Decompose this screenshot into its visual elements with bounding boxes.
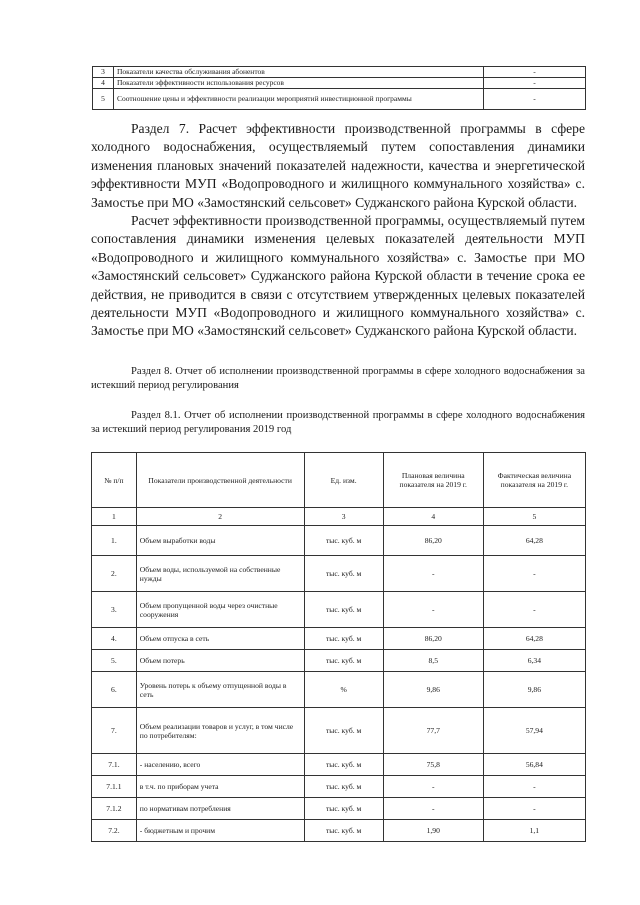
row-unit: тыс. куб. м [304,556,383,592]
row-unit: тыс. куб. м [304,754,383,776]
production-report-table [91,452,586,842]
table-row [92,672,586,708]
row-plan: - [383,592,483,628]
row-number: 5. [92,650,137,672]
header-plan: Плановая величина показателя на 2019 г. [383,453,483,508]
section-7-paragraph-2: Расчет эффективности производственной программы, осуществляемый путем сопоставления динамики изменения целевых показателей деятельности МУП «Водопроводного и жилищного коммунального хозяйства» с. Замостье при МО «Замостянский сельсовет» Суджанского района Курской области в течение срока ее действия, не приводится в связи с отсутствием утвержденных целевых показателей деятельности МУП «Водопроводного и жилищного коммунального хозяйства» с. Замостье при МО «Замостянский сельсовет» Суджанского района Курской области. [91,213,585,339]
row-indicator: - населению, всего [136,754,304,776]
table-row [92,592,586,628]
row-number: 6. [92,672,137,708]
row-fact: 6,34 [483,650,585,672]
row-unit: тыс. куб. м [304,650,383,672]
section-7 [91,120,585,341]
col-number: 4 [383,508,483,526]
row-indicator: Объем выработки воды [136,526,304,556]
section-7-paragraph-1: Раздел 7. Расчет эффективности производственной программы в сфере холодного водоснабжения, осуществляемый путем сопоставления динамики изменения плановых значений показателей надежности, качества и энергетической эффективности МУП «Водопроводного и жилищного коммунального хозяйства» с. Замостье при МО «Замостянский сельсовет» Суджанского района Курской области. [91,121,585,210]
indicators-table [92,66,586,110]
row-number: 7. [92,708,137,754]
table-row [92,798,586,820]
row-unit: тыс. куб. м [304,592,383,628]
row-unit: тыс. куб. м [304,820,383,842]
section-8-1-heading: Раздел 8.1. Отчет об исполнении производственной программы в сфере холодного водоснабжения за истекший период регулирования 2019 год [91,410,585,435]
table-header-row [92,453,586,508]
row-value: - [484,67,586,78]
table-row [92,556,586,592]
row-value: - [484,89,586,110]
table-row [92,650,586,672]
row-number: 7.1. [92,754,137,776]
row-number: 5 [93,89,114,110]
row-indicator: Объем потерь [136,650,304,672]
row-plan: 86,20 [383,526,483,556]
row-indicator: Объем пропущенной воды через очистные сооружения [136,592,304,628]
row-plan: - [383,798,483,820]
table-row [92,754,586,776]
col-number: 5 [483,508,585,526]
header-fact: Фактическая величина показателя на 2019 г. [483,453,585,508]
row-number: 4 [93,78,114,89]
row-plan: 75,8 [383,754,483,776]
row-fact: 57,94 [483,708,585,754]
row-plan: 8,5 [383,650,483,672]
row-unit: тыс. куб. м [304,798,383,820]
row-plan: - [383,556,483,592]
row-fact: 56,84 [483,754,585,776]
row-number: 7.2. [92,820,137,842]
row-unit: тыс. куб. м [304,526,383,556]
row-number: 7.1.1 [92,776,137,798]
row-value: - [484,78,586,89]
row-number: 1. [92,526,137,556]
row-fact: - [483,798,585,820]
row-fact: 64,28 [483,526,585,556]
row-fact: - [483,556,585,592]
table-row [92,628,586,650]
row-unit: тыс. куб. м [304,776,383,798]
row-indicator: по нормативам потребления [136,798,304,820]
row-indicator: Объем отпуска в сеть [136,628,304,650]
row-fact: - [483,592,585,628]
row-plan: 1,90 [383,820,483,842]
column-number-row [92,508,586,526]
header-indicator: Показатели производственной деятельности [136,453,304,508]
row-fact: - [483,776,585,798]
col-number: 2 [136,508,304,526]
row-plan: 86,20 [383,628,483,650]
section-8 [91,365,585,393]
row-name: Показатели эффективности использования ресурсов [114,78,484,89]
table-row [92,708,586,754]
section-8-heading: Раздел 8. Отчет об исполнении производственной программы в сфере холодного водоснабжения за истекший период регулирования [91,366,585,391]
row-unit: % [304,672,383,708]
row-number: 4. [92,628,137,650]
row-indicator: Объем реализации товаров и услуг, в том числе по потребителям: [136,708,304,754]
row-name: Соотношение цены и эффективности реализации мероприятий инвестиционной программы [114,89,484,110]
row-number: 3 [93,67,114,78]
table-row [93,78,586,89]
row-plan: 9,86 [383,672,483,708]
col-number: 3 [304,508,383,526]
row-fact: 64,28 [483,628,585,650]
table-row [92,820,586,842]
row-number: 3. [92,592,137,628]
header-unit: Ед. изм. [304,453,383,508]
table-row [92,526,586,556]
table-row [92,776,586,798]
row-unit: тыс. куб. м [304,628,383,650]
row-number: 7.1.2 [92,798,137,820]
row-indicator: в т.ч. по приборам учета [136,776,304,798]
row-name: Показатели качества обслуживания абонентов [114,67,484,78]
row-indicator: Объем воды, используемой на собственные нужды [136,556,304,592]
row-fact: 9,86 [483,672,585,708]
row-fact: 1,1 [483,820,585,842]
table-row [93,67,586,78]
row-unit: тыс. куб. м [304,708,383,754]
row-indicator: Уровень потерь к объему отпущенной воды в сеть [136,672,304,708]
row-indicator: - бюджетным и прочим [136,820,304,842]
section-8-1 [91,409,585,437]
col-number: 1 [92,508,137,526]
header-number: № п/п [92,453,137,508]
row-plan: - [383,776,483,798]
row-plan: 77,7 [383,708,483,754]
row-number: 2. [92,556,137,592]
table-row [93,89,586,110]
